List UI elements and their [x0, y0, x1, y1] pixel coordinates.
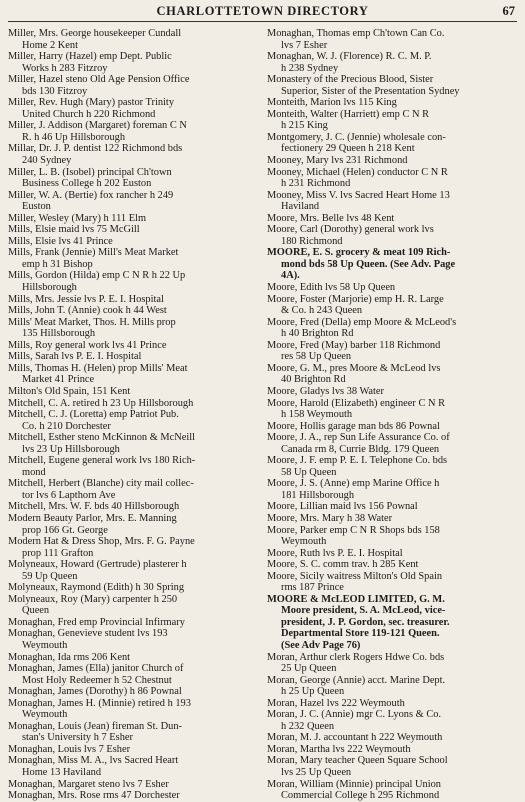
directory-entry: Monteith, Walter (Harriett) emp C N R h 215 King: [267, 108, 430, 132]
directory-entry: Moore, Gladys lvs 38 Water: [267, 385, 385, 397]
directory-entry: Monaghan, Genevieve student lvs 193 Weymouth: [8, 628, 168, 651]
directory-entry: Millar, Dr. J. P. dentist 122 Richmond bds 240 Sydney: [8, 143, 183, 167]
directory-entry: Mitchell, Herbert (Blanche) city mail collec- tor lvs 6 Lapthorn Ave: [8, 478, 194, 501]
directory-entry: Miller, Mrs. George housekeeper Cundall Home 2 Kent: [8, 28, 182, 51]
directory-entry: Mooney, Mary lvs 231 Richmond: [267, 155, 408, 167]
directory-entry: Miller, J. Addison (Margaret) foreman C N R. h 46 Up Hillsborough: [8, 120, 187, 143]
directory-entry: Mitchell, Esther steno McKinnon & McNeill lvs 23 Up Hillsborough: [8, 432, 196, 455]
directory-entry: Moore, Foster (Marjorie) emp H. R. Large & Co. h 243 Queen: [267, 293, 444, 317]
directory-entry: Modern Hat & Dress Shop, Mrs. F. G. Payne prop 111 Grafton: [8, 536, 195, 559]
directory-entry: Moore, Carl (Dorothy) general work lvs 180 Richmond: [267, 224, 434, 247]
directory-column-right: [267, 28, 517, 802]
directory-entry: Moore, Fred (May) barber 118 Richmond res 58 Up Queen: [267, 339, 441, 363]
directory-entry: Moran, M. J. accountant h 222 Weymouth: [267, 732, 443, 744]
directory-entry: Moran, Hazel lvs 222 Weymouth: [267, 697, 405, 709]
directory-entry: Molyneaux, Howard (Gertrude) plasterer h 59 Up Queen: [8, 559, 187, 582]
directory-entry: Mills, Sarah lvs P. E. I. Hospital: [8, 351, 142, 363]
directory-entry: Montgomery, J. C. (Jennie) wholesale con- fectionery 29 Queen h 218 Kent: [267, 131, 446, 155]
directory-entry: Monastery of the Precious Blood, Sister Superior, Sister of the Presentation Sydney: [267, 74, 460, 97]
directory-entry: Moore, S. C. comm trav. h 285 Kent: [267, 559, 419, 571]
directory-entry: Moore, Lillian maid lvs 156 Pownal: [267, 501, 418, 513]
directory-entry: Molyneaux, Roy (Mary) carpenter h 250 Queen: [8, 593, 178, 617]
directory-entry: Miller, W. A. (Bertie) fox rancher h 249 Euston: [8, 189, 174, 213]
directory-entry: Monaghan, James (Dorothy) h 86 Pownal: [8, 686, 182, 698]
directory-entry: Miller, Harry (Hazel) emp Dept. Public Works h 283 Fitzroy: [8, 51, 172, 74]
directory-entry: Modern Beauty Parlor, Mrs. E. Manning prop 166 Gt. George: [8, 512, 177, 536]
directory-column-left: [8, 28, 258, 802]
directory-entry: Moran, Mary teacher Queen Square School lvs 25 Up Queen: [267, 755, 448, 778]
directory-entry: Mills, Mrs. Jessie lvs P. E. I. Hospital: [8, 293, 164, 305]
directory-entry: Moore, Sicily waitress Milton's Old Spain rms 187 Prince: [267, 570, 443, 594]
directory-entry: Moore, Edith lvs 58 Up Queen: [267, 282, 396, 294]
directory-entry: Moore, Harold (Elizabeth) engineer C N R h 158 Weymouth: [267, 397, 446, 421]
directory-entry: Monaghan, W. J. (Florence) R. C. M. P. h 238 Sydney: [267, 51, 432, 74]
directory-entry: Mooney, Michael (Helen) conductor C N R h 231 Richmond: [267, 166, 448, 190]
directory-entry: Moore, J. S. (Anne) emp Marine Office h 181 Hillsborough: [267, 478, 440, 501]
page-number: 67: [502, 4, 515, 18]
directory-entry: Mitchell, Mrs. W. F. bds 40 Hillsborough: [8, 501, 180, 513]
directory-entry: Moore, Parker emp C N R Shops bds 158 Weymouth: [267, 524, 440, 548]
directory-entry: Moore, Ruth lvs P. E. I. Hospital: [267, 547, 403, 559]
directory-entry: Monaghan, Margaret steno lvs 7 Esher: [8, 778, 169, 790]
directory-entry: Monaghan, Miss M. A., lvs Sacred Heart Home 13 Haviland: [8, 755, 179, 778]
directory-entry: Molyneaux, Raymond (Edith) h 30 Spring: [8, 582, 185, 594]
directory-entry: Miller, Hazel steno Old Age Pension Office bds 130 Fitzroy: [8, 74, 190, 97]
directory-entry: Mills' Meat Market, Thos. H. Mills prop 135 Hillsborough: [8, 316, 176, 340]
directory-entry: Moore, Mrs. Mary h 38 Water: [267, 512, 393, 524]
directory-entry: Mills, John T. (Annie) cook h 44 West: [8, 305, 167, 317]
directory-entry: Monaghan, James H. (Minnie) retired h 193 Weymouth: [8, 697, 191, 721]
directory-entry: Moran, George (Annie) acct. Marine Dept. h 25 Up Queen: [267, 674, 446, 698]
directory-entry: Mooney, Miss V. lvs Sacred Heart Home 13 Haviland: [267, 189, 450, 213]
directory-entry: Monaghan, Mrs. Rose rms 47 Dorchester: [8, 790, 180, 802]
directory-entry: Mills, Elsie lvs 41 Prince: [8, 235, 113, 247]
directory-entry: Monaghan, Fred emp Provincial Infirmary: [8, 616, 185, 628]
directory-entry: Milton's Old Spain, 151 Kent: [8, 385, 131, 397]
directory-entry: Mitchell, C. A. retired h 23 Up Hillsborough: [8, 397, 194, 409]
directory-entry: Moran, William (Minnie) principal Union Commercial College h 295 Richmond: [267, 778, 441, 802]
directory-entry: Monaghan, James (Ella) janitor Church of Most Holy Redeemer h 52 Chestnut: [8, 663, 184, 686]
directory-entry: Monaghan, Ida rms 206 Kent: [8, 651, 131, 663]
directory-entry: Mills, Frank (Jennie) Mill's Meat Market emp h 31 Bishop: [8, 247, 179, 270]
directory-entry: Mills, Thomas H. (Helen) prop Mills' Meat Market 41 Prince: [8, 362, 188, 386]
directory-entry: Mills, Elsie maid lvs 75 McGill: [8, 224, 140, 236]
directory-entry: Monteith, Marion lvs 115 King: [267, 97, 397, 109]
directory-entry: Miller, L. B. (Isobel) principal Ch'town Business College h 202 Euston: [8, 166, 172, 190]
directory-entry: Moran, J. C. (Annie) mgr C. Lyons & Co. h 232 Queen: [267, 709, 442, 732]
directory-entry: Moore, Hollis garage man bds 86 Pownal: [267, 420, 440, 432]
directory-entry: Moore, Mrs. Belle lvs 48 Kent: [267, 212, 395, 224]
directory-entry: Miller, Wesley (Mary) h 111 Elm: [8, 212, 147, 224]
directory-entry: Miller, Rev. Hugh (Mary) pastor Trinity United Church h 220 Richmond: [8, 97, 175, 120]
directory-entry: MOORE & McLEOD LIMITED, G. M. Moore president, S. A. McLeod, vice- president, J. P. Gordon, sec. treasurer. Departmental Store 119-121 Queen. (See Adv Page 76): [267, 593, 450, 651]
directory-entry: Moore, Fred (Della) emp Moore & McLeod's h 40 Brighton Rd: [267, 316, 457, 340]
running-title: CHARLOTTETOWN DIRECTORY: [156, 4, 369, 18]
directory-entry: Monaghan, Louis (Jean) fireman St. Dun- stan's University h 7 Esher: [8, 720, 183, 744]
directory-entry: Moran, Martha lvs 222 Weymouth: [267, 743, 411, 755]
directory-entry: MOORE, E. S. grocery & meat 109 Rich- mond bds 58 Up Queen. (See Adv. Page 4A).: [267, 247, 456, 282]
page-header: [8, 3, 517, 22]
directory-entry: Mitchell, Eugene general work lvs 180 Rich- mond: [8, 455, 196, 478]
directory-entry: Mitchell, C. J. (Loretta) emp Patriot Pub. Co. h 210 Dorchester: [8, 409, 179, 432]
directory-entry: Moran, Arthur clerk Rogers Hdwe Co. bds 25 Up Queen: [267, 651, 445, 675]
directory-entry: Mills, Gordon (Hilda) emp C N R h 22 Up Hillsborough: [8, 270, 186, 294]
directory-entry: Monaghan, Louis lvs 7 Esher: [8, 743, 131, 755]
directory-entry: Monaghan, Thomas emp Ch'town Can Co. lvs 7 Esher: [267, 28, 445, 51]
directory-entry: Moore, J. A., rep Sun Life Assurance Co. of Canada rm 8, Currie Bldg. 179 Queen: [267, 432, 450, 455]
directory-entry: Mills, Roy general work lvs 41 Prince: [8, 339, 167, 351]
directory-entry: Moore, J. F. emp P. E. I. Telephone Co. bds 58 Up Queen: [267, 455, 448, 478]
directory-entry: Moore, G. M., pres Moore & McLeod lvs 40 Brighton Rd: [267, 362, 441, 386]
